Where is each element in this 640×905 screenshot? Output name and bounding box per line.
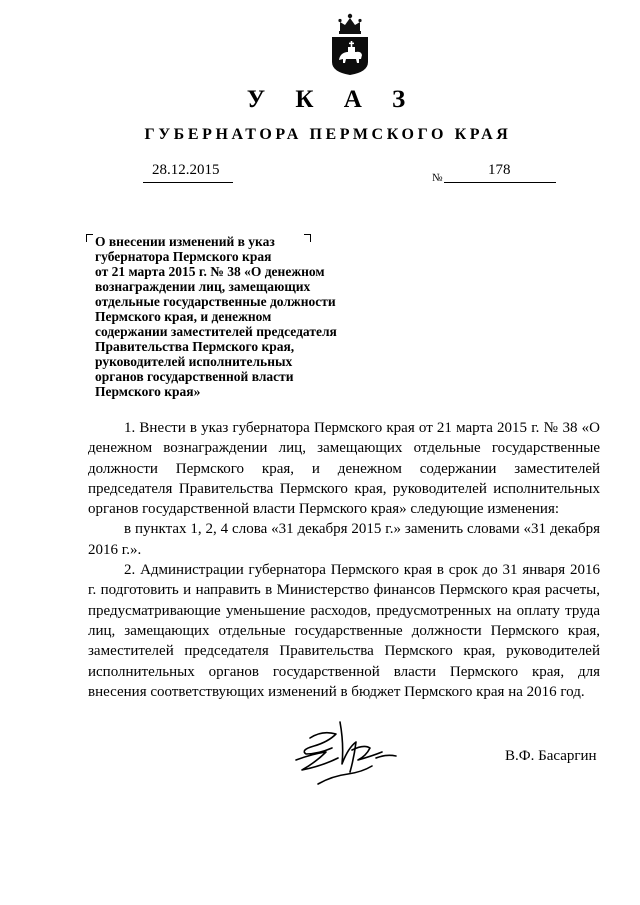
decree-number: 178 <box>488 162 511 178</box>
number-underline <box>444 182 556 183</box>
body-paragraph: в пунктах 1, 2, 4 слова «31 декабря 2015 г.» заменить словами «31 декабря 2016 г.». <box>88 521 600 558</box>
signer-name: В.Ф. Басаргин <box>505 748 597 764</box>
subject-bracket-left <box>86 234 93 242</box>
coat-of-arms-emblem <box>328 10 372 76</box>
date-underline <box>143 182 233 183</box>
decree-title: У К А З <box>246 86 418 113</box>
subject-line: Пермского края» <box>95 384 201 399</box>
subject-line: органов государственной власти <box>95 369 294 384</box>
subject-line: отдельные государственные должности <box>95 294 336 309</box>
number-sign: № <box>432 172 443 184</box>
body-paragraph: 1. Внести в указ губернатора Пермского края от 21 марта 2015 г. № 38 «О денежном вознаграждении лиц, замещающих отдельные государственные должности Пермского края, и денежном содержании заместителей председателя Правительства Пермского края, руководителей исполнительных органов государственной власти Пермского края» следующие изменения: <box>88 420 600 518</box>
subject-line: от 21 марта 2015 г. № 38 «О денежном <box>95 264 325 279</box>
decree-date: 28.12.2015 <box>152 162 220 178</box>
subject-line: содержании заместителей председателя <box>95 324 337 339</box>
decree-issuer: ГУБЕРНАТОРА ПЕРМСКОГО КРАЯ <box>144 126 512 143</box>
body-paragraph: 2. Администрации губернатора Пермского края в срок до 31 января 2016 г. подготовить и направить в Министерство финансов Пермского края расчеты, предусматривающие уменьшение расходов, предусмотренных на оплату труда лиц, замещающих отдельные государственные должности Пермского края, заместителей председателя Правительства Пермского края, руководителей исполнительных органов государственной власти Пермского края, для внесения соответствующих изменений в бюджет Пермского края на 2016 год. <box>88 562 600 700</box>
handwritten-signature <box>292 714 404 790</box>
subject-line: Правительства Пермского края, <box>95 339 295 354</box>
subject-line: руководителей исполнительных <box>95 354 293 369</box>
subject-line: губернатора Пермского края <box>95 249 272 264</box>
subject-line: вознаграждении лиц, замещающих <box>95 279 311 294</box>
subject-line: Пермского края, и денежном <box>95 309 272 324</box>
decree-subject <box>95 234 375 399</box>
decree-body <box>88 418 600 702</box>
subject-line: О внесении изменений в указ <box>95 234 275 249</box>
